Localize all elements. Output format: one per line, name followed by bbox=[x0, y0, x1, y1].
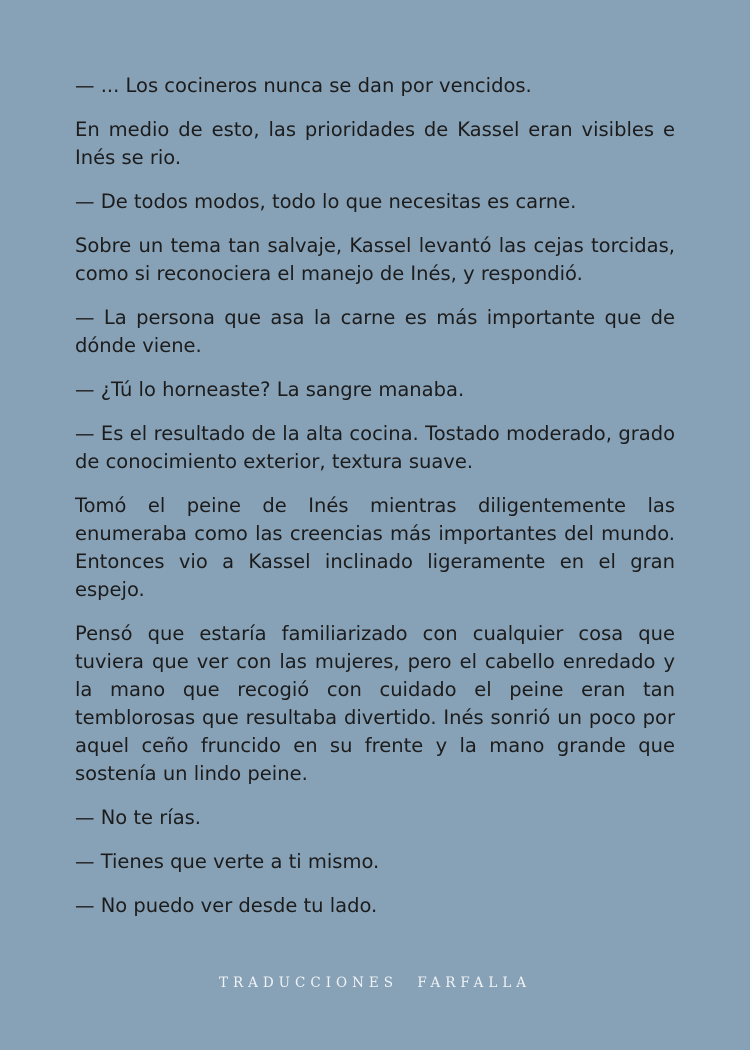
dialogue-paragraph: — La persona que asa la carne es más importante que de dónde viene. bbox=[75, 306, 675, 357]
narration-paragraph: Tomó el peine de Inés mientras diligentemente las enumeraba como las creencias más importantes del mundo. Entonces vio a Kassel inclinado ligeramente en el gran espejo. bbox=[75, 494, 675, 601]
dialogue-paragraph: — Tienes que verte a ti mismo. bbox=[75, 850, 380, 873]
narration-paragraph: Sobre un tema tan salvaje, Kassel levantó las cejas torcidas, como si reconociera el manejo de Inés, y respondió. bbox=[75, 234, 675, 285]
dialogue-paragraph: — No te rías. bbox=[75, 806, 201, 829]
footer-credit: TRADUCCIONES FARFALLA bbox=[218, 975, 532, 991]
dialogue-paragraph: — ¿Tú lo horneaste? La sangre manaba. bbox=[75, 378, 465, 401]
page-body bbox=[75, 72, 675, 936]
dialogue-paragraph: — De todos modos, todo lo que necesitas es carne. bbox=[75, 190, 577, 213]
narration-paragraph: Pensó que estaría familiarizado con cualquier cosa que tuviera que ver con las mujeres, pero el cabello enredado y la mano que recogió con cuidado el peine eran tan temblorosas que resultaba divertido. Inés sonrió un poco por aquel ceño fruncido en su frente y la mano grande que sostenía un lindo peine. bbox=[75, 622, 675, 785]
dialogue-paragraph: — ... Los cocineros nunca se dan por vencidos. bbox=[75, 74, 532, 97]
dialogue-paragraph: — Es el resultado de la alta cocina. Tostado moderado, grado de conocimiento exterior, textura suave. bbox=[75, 422, 675, 473]
dialogue-paragraph: — No puedo ver desde tu lado. bbox=[75, 894, 378, 917]
narration-paragraph: En medio de esto, las prioridades de Kassel eran visibles e Inés se rio. bbox=[75, 118, 675, 169]
